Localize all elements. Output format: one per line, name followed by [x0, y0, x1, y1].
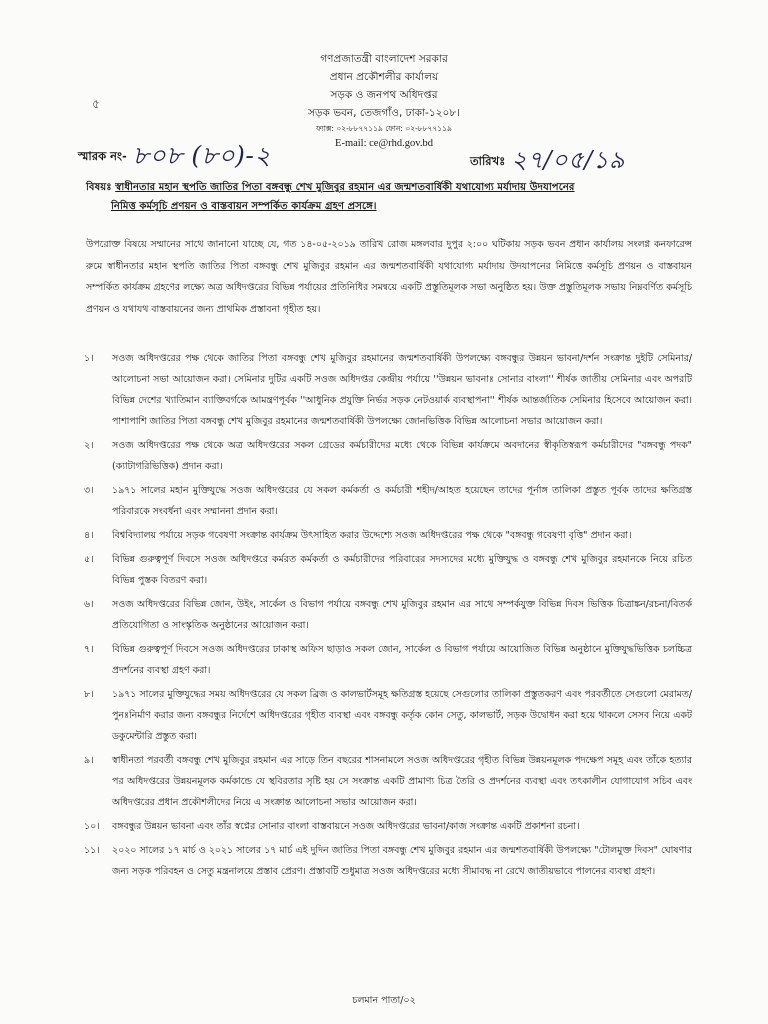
subject-line-1: স্বাধীনতার মহান স্থপতি জাতির পিতা বঙ্গবন্ধু শেখ মুজিবুর রহমান এর জন্মশতবার্ষিকী যথাযোগ্য মর্যাদায় উদযাপনের	[115, 182, 575, 193]
item-number: ১১।	[84, 845, 100, 856]
date-label: তারিখঃ	[470, 153, 506, 168]
item-number: ৭।	[84, 644, 94, 655]
item-number: ১০।	[84, 821, 100, 832]
intro-paragraph: উপরোক্ত বিষয়ে সম্মানের সাথে জানানো যাচ্ছে যে, গত ১৪-০৫-২০১৯ তারিখ রোজ মঙ্গলবার দুপুর ২:০০ ঘটিকায় সড়ক ভবন প্রধান কার্যালয় সংলগ্ন কনফারেন্স রুমে স্বাধীনতার মহান স্থপতি জাতির পিতা বঙ্গবন্ধু শেখ মুজিবুর রহমান এর জন্মশতবার্ষিকী যথাযোগ্য মর্যাদায় উদযাপনের নিমিত্তে কর্মসূচি প্রণয়ন ও বাস্তবায়ন সম্পর্কিত কার্যক্রম গ্রহণের লক্ষ্যে অত্র অধিদপ্তরের বিভিন্ন পর্যায়ের প্রতিনিধির সমন্বয়ে একটি প্রস্তুতিমূলক সভা অনুষ্ঠিত হয়। উক্ত প্রস্তুতিমূলক সভায় নিম্নবর্ণিত কর্মসূচি প্রণয়ন ও যথাযথ বাস্তবায়নের জন্য প্রাথমিক প্রস্তাবনা গৃহীত হয়।	[86, 239, 692, 315]
item-text: সওজ অধিদপ্তরের বিভিন্ন জোন, উইং, সার্কেল ও বিভাগ পর্যায়ে বঙ্গবন্ধু শেখ মুজিবুর রহমান এর সাথে সম্পর্কযুক্ত বিভিন্ন দিবস ভিত্তিক চিত্রাঙ্কন/রচনা/বিতর্ক প্রতিযোগিতা ও সাংস্কৃতিক অনুষ্ঠানের আয়োজন করা।	[112, 599, 692, 631]
item-text: ১৯৭১ সালের মুক্তিযুদ্ধের সময় অধিদপ্তরের যে সকল ব্রিজ ও কালভার্টসমূহ ক্ষতিগ্রস্ত হয়েছে সেগুলোর তালিকা প্রস্তুতকরণ এবং পরবর্তীতে সেগুলো মেরামত/পুনঃনির্মাণ করার জন্য বঙ্গবন্ধুর নির্দেশে অধিদপ্তরের গৃহীত ব্যবস্থা এবং বঙ্গবন্ধু কর্তৃক কোন সেতু, কালভার্ট, সড়ক উদ্বোধন করা হয়ে থাকলে সেসব নিয়ে একট ডকুমেন্টারি প্রস্তুত করা।	[112, 689, 692, 742]
item-number: ৫।	[84, 554, 94, 565]
proposal-list	[0, 348, 768, 885]
item-number: ৮।	[84, 689, 94, 700]
item-number: ৬।	[84, 599, 94, 610]
list-item	[0, 750, 692, 813]
item-text: বিভিন্ন গুরুত্বপূর্ণ দিবসে সওজ অধিদপ্তরের ঢাকাস্থ অফিস ছাড়াও সকল জোন, সার্কেল ও বিভাগ পর্যায়ে আয়োজিত বিভিন্ন অনুষ্ঠানে মুক্তিযুদ্ধভিত্তিক চলচ্চিত্র প্রদর্শনের ব্যবস্থা গ্রহণ করা।	[112, 644, 692, 676]
header-office: প্রধান প্রকৌশলীর কার্যালয়	[329, 71, 439, 83]
list-item	[0, 480, 692, 522]
header-department: সড়ক ও জনপথ অধিদপ্তর	[330, 89, 438, 101]
date-value-handwritten: ২৭/০৫/১৯	[511, 146, 625, 174]
item-number: ৯।	[84, 755, 94, 766]
memo-label: স্মারক নং-	[78, 149, 127, 163]
continuation-note: চলমান পাতা/০২	[352, 995, 416, 1006]
item-text: ১৯৭১ সালের মহান মুক্তিযুদ্ধে সওজ অধিদপ্তরের যে সকল কর্মকর্তা ও কর্মচারী শহীদ/আহত হয়েছেন তাদের পূর্নাঙ্গ তালিকা প্রস্তুত পূর্বক তাদের ক্ষতিগ্রস্ত পরিবারকে সংবর্ধনা এবং সম্মাননা প্রদান করা।	[112, 485, 692, 517]
subject	[86, 178, 686, 216]
letter-date	[470, 142, 625, 182]
item-number: ৩।	[84, 485, 94, 496]
list-item	[0, 816, 692, 837]
list-item	[0, 594, 692, 636]
memo-value-handwritten: ৮০৮ (৮০)-২	[132, 141, 272, 170]
list-item	[0, 840, 692, 882]
item-text: সওজ অধিদপ্তরের পক্ষ থেকে জাতির পিতা বঙ্গবন্ধু শেখ মুজিবুর রহমানের জন্মশতবার্ষিকী উপলক্ষ্যে বঙ্গবন্ধুর উন্নয়ন ভাবনা/দর্শন সংক্রান্ত দুইটি সেমিনার/আলোচনা সভা আয়োজন করা। সেমিনার দুটির একটি সওজ অধিদপ্তর কেন্দ্রীয় পর্যায়ে ''উন্নয়ন ভাবনাঃ সোনার বাংলা'' শীর্ষক জাতীয় সেমিনার এবং অপরটি বিভিন্ন দেশের খ্যাতিমান ব্যাক্তিবর্গকে আমন্ত্রণপূর্বক ''আধুনিক প্রযুক্তি নির্ভর সড়ক নেটওয়ার্ক ব্যবস্থাপনা'' শীর্ষক আন্তর্জাতিক সেমিনার হিসেবে আয়োজন করা। পাশাপাশি জাতির পিতা বঙ্গবন্ধু শেখ মুজিবুর রহমানের জন্মশতবার্ষিকী উপলক্ষ্যে জোনভিত্তিক বিভিন্ন আলোচনা সভার আয়োজন করা।	[112, 353, 692, 427]
item-text: বঙ্গবন্ধুর উন্নয়ন ভাবনা এবং তাঁর স্বপ্নের সোনার বাংলা বাস্তবায়নে সওজ অধিদপ্তরের ভাবনা/কাজ সংক্রান্ত একটি প্রকাশনা রচনা।	[112, 821, 580, 832]
list-item	[0, 435, 692, 477]
item-text: ২০২০ সালের ১৭ মার্চ ও ২০২১ সালের ১৭ মার্চ এই দুদিন জাতির পিতা বঙ্গবন্ধু শেখ মুজিবুর রহমান এর জন্মশতবার্ষিকী উপলক্ষ্যে "টোলমুক্ত দিবস" ঘোষণার জন্য সড়ক পরিবহন ও সেতু মন্ত্রনালয়ে প্রস্তাব প্রেরণ। প্রস্তাবটি শুধুমাত্র সওজ অধিদপ্তরের মধ্যে সীমাবদ্ধ না রেখে জাতীয়ভাবে পালনের ব্যবস্থা গ্রহণ।	[112, 845, 692, 877]
memo-number	[78, 136, 271, 179]
subject-prefix: বিষয়ঃ	[86, 182, 112, 193]
subject-line-2: নিমিত্ত কর্মসূচি প্রণয়ন ও বাস্তবায়ন সম্পর্কিত কার্যক্রম গ্রহণ প্রসঙ্গে।	[111, 201, 377, 212]
item-text: সওজ অধিদপ্তরের পক্ষ থেকে অত্র অধিদপ্তরের সকল গ্রেডের কর্মচারীদের মধ্যে থেকে বিভিন্ন কার্যক্রমে অবদানের স্বীকৃতিস্বরূপ কর্মচারীদের "বঙ্গবন্ধু পদক" (ক্যাটাগরিভিত্তিক) প্রদান করা।	[112, 440, 692, 472]
header-government: গণপ্রজাতন্ত্রী বাংলাদেশ সরকার	[320, 53, 448, 65]
item-number: ১।	[84, 353, 94, 364]
item-text: বিশ্ববিদ্যালয় পর্যায়ে সড়ক গবেষণা সংক্রান্ত কার্যক্রম উৎসাহিত করার উদ্দেশ্যে সওজ অধিদপ্তরের পক্ষ থেকে "বঙ্গবন্ধু গবেষণা বৃত্তি" প্রদান করা।	[112, 530, 632, 541]
item-text: স্বাধীনতা পরবর্তী বঙ্গবন্ধু শেখ মুজিবুর রহমান এর সাড়ে তিন বছরের শাসনামলে সওজ অধিদপ্তরের গৃহীত বিভিন্ন উন্নয়নমূলক পদক্ষেপ সমূহ এবং তাঁকে হত্যার পর অধিদপ্তরের উন্নয়নমূলক কর্মকান্ডে যে স্থবিরতার সৃষ্টি হয় সে সংক্রান্ত একটি প্রামাণ্য চিত্র তৈরি ও প্রদর্শনের ব্যবস্থা এবং তৎকালীন যোগাযোগ সচিব এবং অধিদপ্তরের প্রধান প্রকৌশলীদের নিয়ে এ সংক্রান্ত আলোচনা সভার আয়োজন করা।	[112, 755, 692, 808]
header-email: E-mail: ce@rhd.gov.bd	[335, 138, 433, 149]
item-text: বিভিন্ন গুরুত্বপূর্ণ দিবসে সওজ অধিদপ্তরে কর্মরত কর্মকর্তা ও কর্মচারীদের পরিবারের সদস্যদের মধ্যে মুক্তিযুদ্ধ ও বঙ্গবন্ধু শেখ মুজিবুর রহমানকে নিয়ে রচিত বিভিন্ন পুস্তক বিতরণ করা।	[112, 554, 692, 586]
list-item	[0, 549, 692, 591]
list-item	[0, 348, 692, 432]
item-number: ৪।	[84, 530, 94, 541]
header-address: সড়ক ভবন, তেজগাঁও, ঢাকা-১২০৮।	[308, 107, 460, 119]
list-item	[0, 525, 692, 546]
header-fax-phone: ফ্যাক্স: ০২-৮৮৭৭১১৯ ফোন: ০২-৮৮৭৭১১৯	[316, 124, 452, 133]
list-item	[0, 639, 692, 681]
margin-mark: ৫	[92, 97, 100, 111]
item-number: ২।	[84, 440, 94, 451]
list-item	[0, 684, 692, 747]
